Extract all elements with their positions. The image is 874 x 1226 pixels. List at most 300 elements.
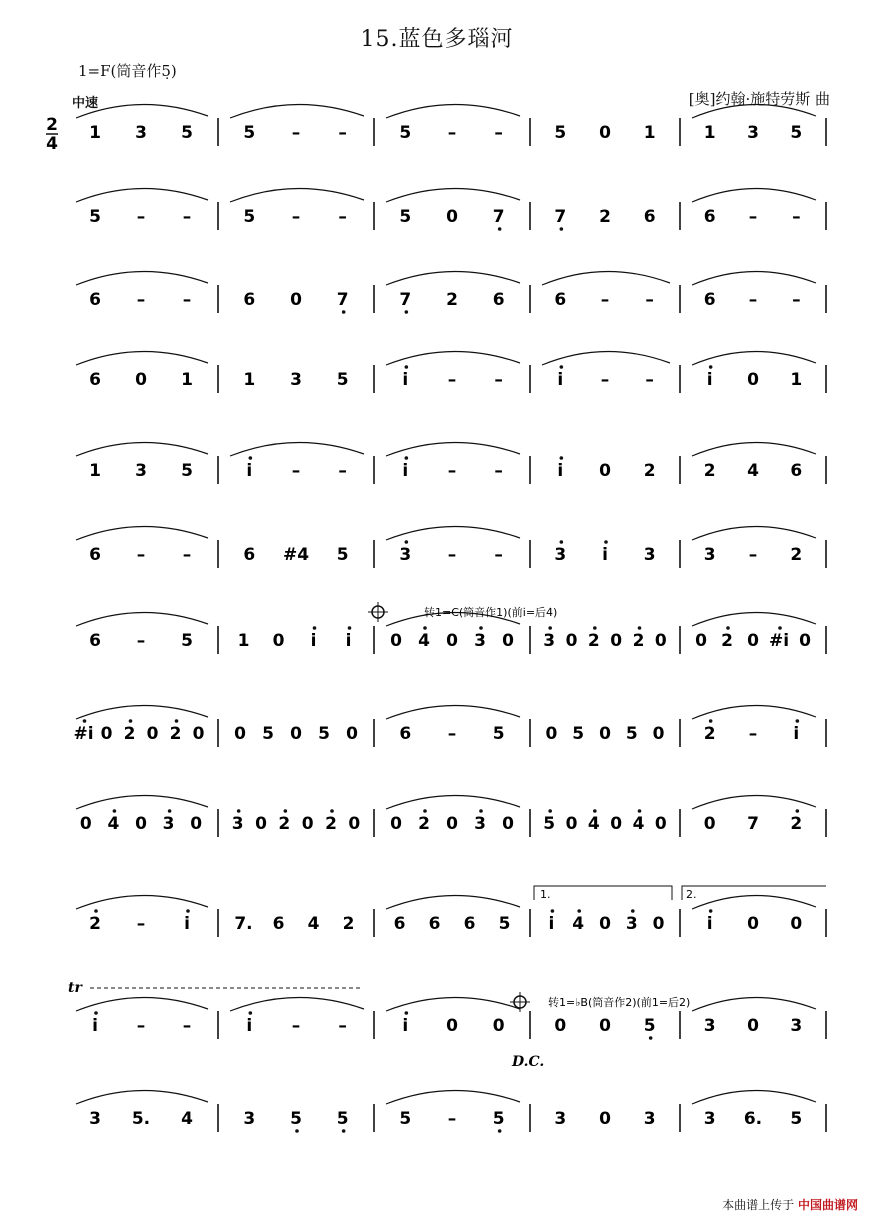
octave-dot-above bbox=[175, 719, 179, 723]
note: 5 bbox=[625, 724, 638, 744]
note: 0 bbox=[390, 631, 402, 651]
note: 5 bbox=[336, 545, 349, 565]
note: – bbox=[136, 631, 146, 651]
octave-dot-above bbox=[405, 540, 409, 544]
note: 7 bbox=[399, 290, 412, 310]
note: 5 bbox=[554, 123, 567, 143]
note: – bbox=[645, 290, 654, 310]
note: 3 bbox=[399, 545, 412, 565]
note: 6 bbox=[643, 207, 656, 227]
octave-dot-above bbox=[94, 909, 98, 913]
octave-dot-above bbox=[593, 626, 597, 630]
note: – bbox=[447, 724, 457, 744]
note: 2 bbox=[587, 631, 600, 651]
volta-1-label: 1. bbox=[540, 888, 551, 901]
note: – bbox=[792, 207, 801, 227]
note: 0 bbox=[446, 207, 458, 227]
note: i bbox=[557, 370, 564, 390]
note: – bbox=[645, 370, 654, 390]
slur bbox=[692, 705, 816, 719]
note: – bbox=[447, 545, 457, 565]
note: 5 bbox=[262, 724, 274, 744]
note: 6 bbox=[554, 290, 567, 310]
note: 3 bbox=[747, 123, 759, 143]
note: 3 bbox=[554, 1109, 567, 1129]
slur bbox=[386, 351, 520, 365]
note: 0 bbox=[492, 1016, 505, 1036]
slur bbox=[386, 526, 520, 540]
note: 3 bbox=[643, 545, 656, 565]
note: 0 bbox=[610, 814, 623, 834]
octave-dot-above bbox=[249, 1011, 253, 1015]
note: 6 bbox=[243, 290, 256, 310]
octave-dot-above bbox=[168, 809, 172, 813]
octave-dot-above bbox=[313, 626, 317, 630]
slur bbox=[76, 997, 208, 1011]
note: 5 bbox=[336, 1109, 349, 1129]
note: 6 bbox=[89, 370, 101, 390]
note: i bbox=[402, 461, 409, 481]
note: 5 bbox=[181, 631, 193, 651]
note: 0 bbox=[502, 814, 514, 834]
note: 1 bbox=[181, 370, 193, 390]
note: 6 bbox=[393, 914, 406, 934]
note: 0 bbox=[290, 290, 302, 310]
note: – bbox=[600, 290, 610, 310]
note: 2 bbox=[325, 814, 337, 834]
note: 3 bbox=[554, 545, 567, 565]
note: – bbox=[748, 545, 758, 565]
note: 7 bbox=[747, 814, 759, 834]
note: 5 bbox=[399, 1109, 412, 1129]
tempo-marking: 中速 bbox=[72, 96, 99, 111]
note: 0 bbox=[747, 370, 759, 390]
note: 6 bbox=[703, 290, 716, 310]
note: 6 bbox=[89, 631, 101, 651]
slur bbox=[76, 1090, 208, 1104]
note: i bbox=[706, 914, 713, 934]
note: 0 bbox=[790, 914, 803, 934]
slur bbox=[76, 104, 208, 118]
octave-dot-above bbox=[83, 719, 87, 723]
note: 5 bbox=[543, 814, 556, 834]
note: 0 bbox=[272, 631, 285, 651]
note: 2 bbox=[89, 914, 101, 934]
note: 0 bbox=[565, 631, 578, 651]
note: – bbox=[494, 545, 503, 565]
note: 5 bbox=[790, 1109, 803, 1129]
note: 5 bbox=[790, 123, 803, 143]
slur bbox=[692, 895, 816, 909]
slur bbox=[542, 351, 670, 365]
page-title: 15.蓝色多瑙河 bbox=[360, 27, 514, 52]
octave-dot-above bbox=[479, 626, 483, 630]
octave-dot-above bbox=[631, 909, 635, 913]
octave-dot-above bbox=[709, 909, 713, 913]
note: – bbox=[182, 1016, 192, 1036]
note: 0 bbox=[695, 631, 707, 651]
note: 6 bbox=[272, 914, 285, 934]
note: i bbox=[345, 631, 352, 651]
note: – bbox=[182, 207, 192, 227]
modulation-note-1: 转1=C(筒音作1)(前i̇=后4̇) bbox=[424, 606, 558, 619]
octave-dot-above bbox=[405, 456, 409, 460]
note: 0 bbox=[502, 631, 514, 651]
octave-dot-below bbox=[405, 310, 409, 314]
octave-dot-above bbox=[348, 626, 352, 630]
note: 4 bbox=[307, 914, 320, 934]
note: 5. bbox=[131, 1109, 151, 1129]
slur bbox=[76, 612, 208, 626]
note: 0 bbox=[100, 724, 113, 744]
note: 0 bbox=[747, 914, 759, 934]
note: 5 bbox=[181, 123, 193, 143]
key-signature: 1=F(筒音作5̣) bbox=[78, 62, 177, 80]
note: – bbox=[136, 207, 146, 227]
note: i bbox=[184, 914, 190, 934]
note: – bbox=[136, 290, 146, 310]
note: 0 bbox=[599, 1016, 611, 1036]
note: – bbox=[494, 370, 503, 390]
note: 6 bbox=[89, 290, 101, 310]
note: – bbox=[136, 914, 146, 934]
octave-dot-above bbox=[709, 365, 713, 369]
footer-site-logo: 中国曲谱网 bbox=[797, 1198, 858, 1212]
note: 0 bbox=[554, 1016, 567, 1036]
trill-mark: tr bbox=[68, 980, 82, 996]
note: 7. bbox=[234, 914, 253, 934]
note: – bbox=[182, 545, 192, 565]
note: 3 bbox=[703, 545, 716, 565]
note: 3 bbox=[703, 1016, 716, 1036]
note: 5 bbox=[243, 207, 256, 227]
footer-credit bbox=[722, 1196, 858, 1213]
octave-dot-above bbox=[796, 719, 800, 723]
slur bbox=[692, 997, 816, 1011]
note: 1 bbox=[89, 123, 101, 143]
note: – bbox=[494, 461, 503, 481]
note: 7 bbox=[336, 290, 349, 310]
slur bbox=[386, 188, 520, 202]
dc-mark: D.C. bbox=[512, 1054, 545, 1070]
note: 0 bbox=[652, 724, 665, 744]
octave-dot-above bbox=[796, 809, 800, 813]
note: 0 bbox=[234, 724, 246, 744]
note: 2 bbox=[418, 814, 430, 834]
note: 1 bbox=[790, 370, 803, 390]
note: 0 bbox=[654, 631, 667, 651]
volta-1-bracket bbox=[534, 886, 672, 900]
note: 2 bbox=[790, 814, 803, 834]
note: – bbox=[338, 123, 347, 143]
note: – bbox=[182, 290, 192, 310]
note: 7 bbox=[554, 207, 567, 227]
note: 1 bbox=[89, 461, 101, 481]
note: 0 bbox=[654, 814, 667, 834]
slur bbox=[692, 442, 816, 456]
note: 0 bbox=[599, 914, 611, 934]
note: 3 bbox=[625, 914, 638, 934]
slur bbox=[542, 271, 670, 285]
note: – bbox=[447, 1109, 457, 1129]
note: 0 bbox=[290, 724, 302, 744]
octave-dot-above bbox=[638, 809, 642, 813]
note: – bbox=[447, 123, 457, 143]
note: 0 bbox=[599, 461, 611, 481]
note: 5 bbox=[181, 461, 193, 481]
note: 0 bbox=[747, 631, 759, 651]
note: 3 bbox=[474, 814, 486, 834]
octave-dot-above bbox=[638, 626, 642, 630]
note: 2 bbox=[446, 290, 458, 310]
note: 4 bbox=[747, 461, 759, 481]
slur bbox=[76, 442, 208, 456]
note: 2 bbox=[721, 631, 733, 651]
note: 0 bbox=[135, 370, 147, 390]
note: i bbox=[706, 370, 713, 390]
slur bbox=[386, 104, 520, 118]
note: 2 bbox=[342, 914, 355, 934]
slur bbox=[230, 997, 364, 1011]
note: 3 bbox=[231, 814, 244, 834]
note: – bbox=[447, 370, 457, 390]
volta-2-bracket bbox=[682, 886, 826, 900]
note: 6 bbox=[243, 545, 256, 565]
note: 2 bbox=[790, 545, 803, 565]
slur bbox=[76, 526, 208, 540]
note: 6 bbox=[399, 724, 412, 744]
note: 3 bbox=[703, 1109, 716, 1129]
octave-dot-above bbox=[778, 626, 782, 630]
composer-credit: [奥]约翰·施特劳斯 曲 bbox=[688, 90, 830, 108]
octave-dot-above bbox=[560, 365, 564, 369]
note: 4 bbox=[572, 914, 585, 934]
note: – bbox=[447, 461, 457, 481]
note: 0 bbox=[255, 814, 267, 834]
octave-dot-below bbox=[560, 227, 564, 231]
slur bbox=[76, 271, 208, 285]
note: 2 bbox=[643, 461, 656, 481]
slur bbox=[692, 271, 816, 285]
volta-2-label: 2. bbox=[686, 888, 697, 901]
note: 0 bbox=[599, 724, 611, 744]
octave-dot-below bbox=[498, 1129, 502, 1133]
octave-dot-above bbox=[249, 456, 253, 460]
note: 4 bbox=[418, 631, 430, 651]
note: 6 bbox=[790, 461, 803, 481]
note: i bbox=[548, 914, 555, 934]
note: 0 bbox=[565, 814, 578, 834]
note: – bbox=[792, 290, 801, 310]
note: 5 bbox=[498, 914, 511, 934]
note: 3 bbox=[243, 1109, 256, 1129]
note: 0 bbox=[446, 814, 458, 834]
note: – bbox=[600, 370, 610, 390]
footer-text: 本曲谱上传于 bbox=[722, 1198, 795, 1212]
slur bbox=[386, 1090, 520, 1104]
slur bbox=[386, 271, 520, 285]
note: 6 bbox=[703, 207, 716, 227]
note: i bbox=[602, 545, 608, 565]
note: 3 bbox=[162, 814, 175, 834]
note: 3 bbox=[290, 370, 302, 390]
slur bbox=[76, 795, 208, 809]
octave-dot-above bbox=[113, 809, 117, 813]
slur bbox=[76, 188, 208, 202]
note: – bbox=[136, 1016, 146, 1036]
slur bbox=[386, 705, 520, 719]
note: 1 bbox=[237, 631, 250, 651]
slur bbox=[230, 442, 364, 456]
note: 0 bbox=[346, 724, 358, 744]
note: #4 bbox=[282, 545, 310, 565]
note: 1 bbox=[643, 123, 656, 143]
note: i bbox=[793, 724, 800, 744]
note: 6 bbox=[492, 290, 505, 310]
note: 5 bbox=[89, 207, 101, 227]
note: i bbox=[92, 1016, 98, 1036]
note: 5 bbox=[492, 724, 505, 744]
note: 4 bbox=[632, 814, 645, 834]
slur bbox=[692, 104, 816, 118]
note: 2 bbox=[278, 814, 291, 834]
note: 5 bbox=[290, 1109, 302, 1129]
note: 0 bbox=[747, 1016, 759, 1036]
slur bbox=[386, 442, 520, 456]
note: 1 bbox=[703, 123, 716, 143]
note: 2 bbox=[123, 724, 136, 744]
octave-dot-above bbox=[593, 809, 597, 813]
octave-dot-above bbox=[284, 809, 288, 813]
note: i bbox=[402, 370, 409, 390]
note: i bbox=[557, 461, 564, 481]
octave-dot-below bbox=[342, 1129, 346, 1133]
note: 6. bbox=[743, 1109, 763, 1129]
octave-dot-below bbox=[649, 1036, 653, 1040]
slur bbox=[692, 1090, 816, 1104]
note: 3 bbox=[474, 631, 486, 651]
slur bbox=[692, 612, 816, 626]
note: 0 bbox=[703, 814, 716, 834]
slur bbox=[386, 997, 520, 1011]
note: 0 bbox=[599, 123, 611, 143]
note: – bbox=[291, 461, 301, 481]
octave-dot-below bbox=[342, 310, 346, 314]
note: – bbox=[291, 207, 301, 227]
note: 0 bbox=[390, 814, 402, 834]
note: 3 bbox=[89, 1109, 101, 1129]
note: 5 bbox=[492, 1109, 505, 1129]
time-signature-top: 2 bbox=[46, 115, 58, 135]
octave-dot-below bbox=[498, 227, 502, 231]
note: 0 bbox=[79, 814, 92, 834]
note: 3 bbox=[790, 1016, 803, 1036]
octave-dot-above bbox=[129, 719, 133, 723]
note: 0 bbox=[799, 631, 811, 651]
note: 0 bbox=[599, 1109, 611, 1129]
octave-dot-above bbox=[330, 809, 334, 813]
note: 3 bbox=[135, 123, 147, 143]
note: 0 bbox=[652, 914, 665, 934]
note: 5 bbox=[572, 724, 585, 744]
note: – bbox=[338, 207, 347, 227]
note: 6 bbox=[89, 545, 101, 565]
note: – bbox=[748, 207, 758, 227]
note: – bbox=[748, 290, 758, 310]
note: i bbox=[246, 461, 253, 481]
note: 5 bbox=[318, 724, 330, 744]
note: – bbox=[338, 1016, 347, 1036]
note: 1 bbox=[243, 370, 256, 390]
octave-dot-above bbox=[405, 1011, 409, 1015]
slur bbox=[76, 895, 208, 909]
slur bbox=[230, 188, 364, 202]
note: 4 bbox=[587, 814, 600, 834]
slur bbox=[230, 104, 364, 118]
octave-dot-above bbox=[577, 909, 581, 913]
note: – bbox=[136, 545, 146, 565]
note: 4 bbox=[107, 814, 120, 834]
note: 0 bbox=[545, 724, 558, 744]
octave-dot-above bbox=[709, 719, 713, 723]
note: 5 bbox=[243, 123, 256, 143]
slur bbox=[692, 526, 816, 540]
octave-dot-below bbox=[295, 1129, 299, 1133]
note: 2 bbox=[632, 631, 645, 651]
octave-dot-above bbox=[94, 1011, 98, 1015]
octave-dot-above bbox=[548, 809, 552, 813]
time-signature-bottom: 4 bbox=[46, 134, 58, 154]
note: – bbox=[748, 724, 758, 744]
octave-dot-above bbox=[423, 809, 427, 813]
note: 0 bbox=[446, 631, 458, 651]
slur bbox=[386, 895, 520, 909]
octave-dot-above bbox=[560, 540, 564, 544]
note: 2 bbox=[599, 207, 611, 227]
octave-dot-above bbox=[604, 540, 608, 544]
note: 7 bbox=[492, 207, 505, 227]
note: 5 bbox=[399, 207, 412, 227]
note: #i bbox=[73, 724, 94, 744]
slur bbox=[692, 795, 816, 809]
slur bbox=[386, 795, 520, 809]
note: 0 bbox=[446, 1016, 458, 1036]
note: 6 bbox=[428, 914, 441, 934]
note: #i bbox=[768, 631, 790, 651]
octave-dot-above bbox=[551, 909, 555, 913]
octave-dot-above bbox=[186, 909, 190, 913]
slur bbox=[692, 351, 816, 365]
slur bbox=[76, 351, 208, 365]
octave-dot-above bbox=[405, 365, 409, 369]
slur bbox=[692, 188, 816, 202]
note: – bbox=[338, 461, 347, 481]
note: 6 bbox=[463, 914, 476, 934]
note: 3 bbox=[543, 631, 556, 651]
note: – bbox=[291, 1016, 301, 1036]
note: 0 bbox=[348, 814, 361, 834]
slur bbox=[76, 705, 208, 719]
note: 2 bbox=[703, 724, 716, 744]
note: i bbox=[402, 1016, 409, 1036]
note: – bbox=[494, 123, 503, 143]
note: 0 bbox=[301, 814, 314, 834]
modulation-note-2: 转1=♭B(筒音作2)(前1=后2) bbox=[548, 996, 691, 1009]
note: 0 bbox=[146, 724, 159, 744]
note: 5 bbox=[399, 123, 412, 143]
note: 0 bbox=[135, 814, 147, 834]
note: – bbox=[291, 123, 301, 143]
